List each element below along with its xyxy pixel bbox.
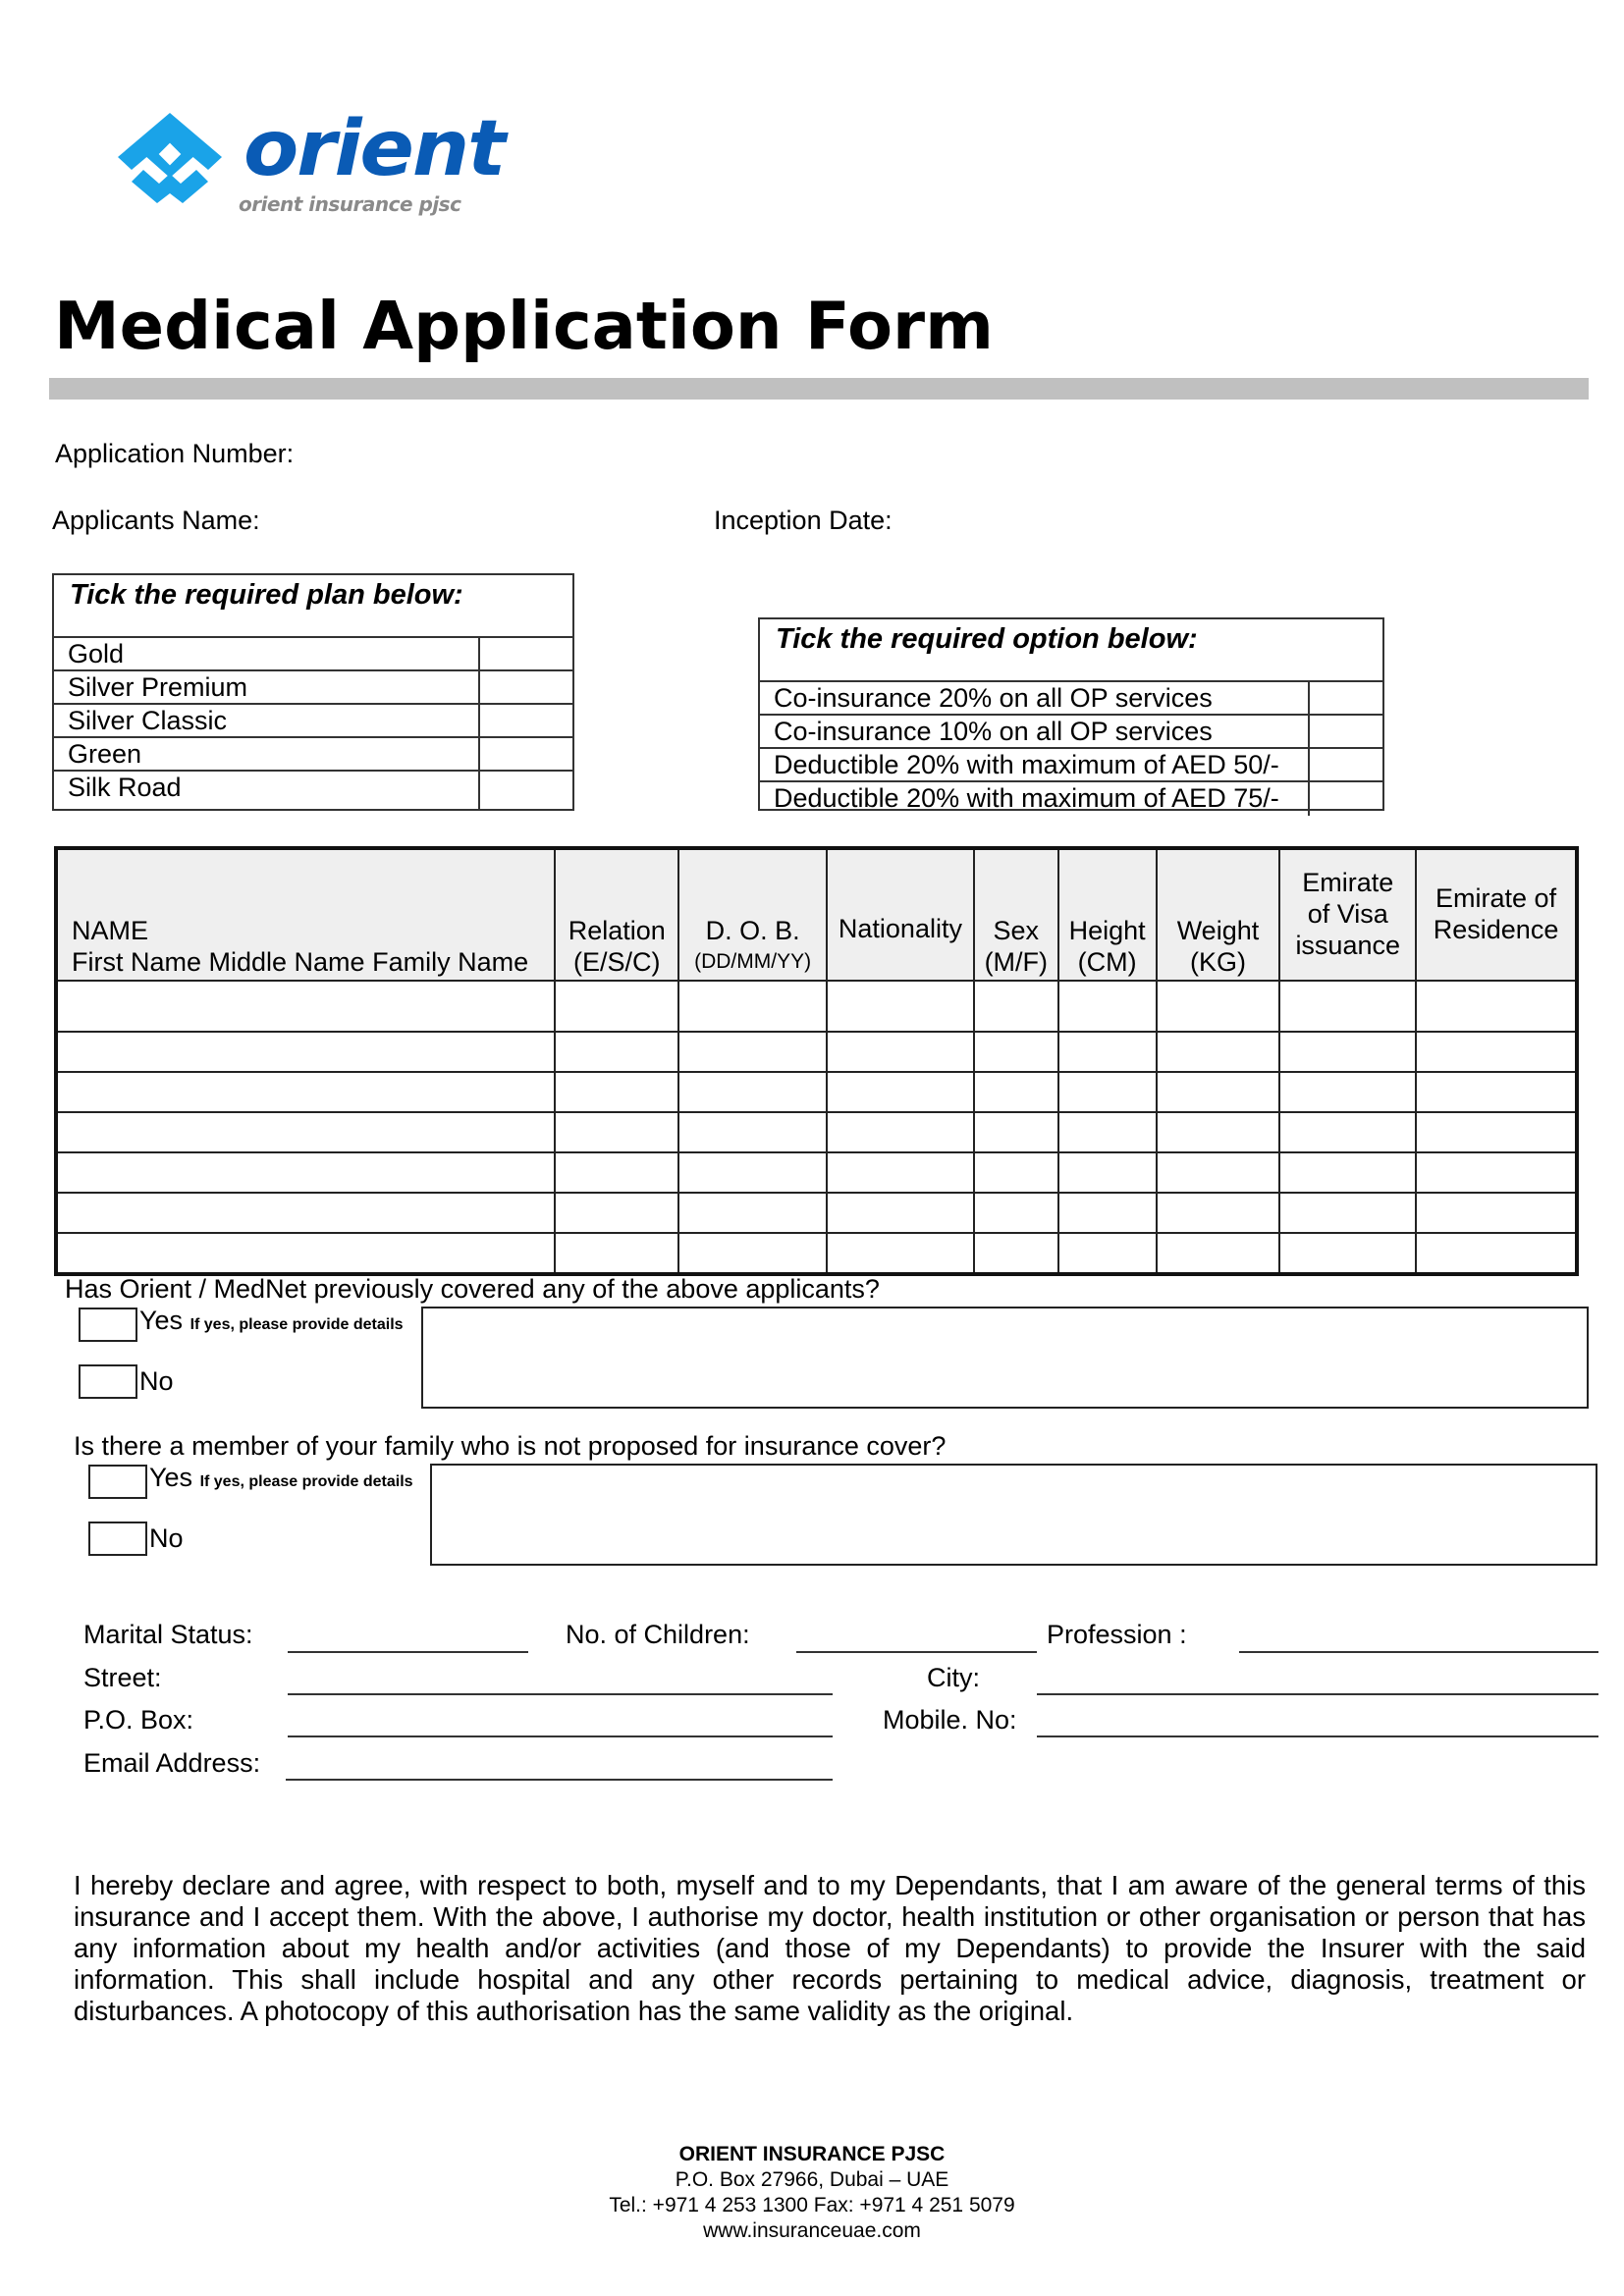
cell-sex[interactable]	[974, 1193, 1058, 1233]
option-box-heading: Tick the required option below:	[760, 619, 1382, 682]
cell-emirate-visa[interactable]	[1279, 1072, 1416, 1112]
coverage-option-label: Co-insurance 20% on all OP services	[760, 682, 1310, 714]
coverage-option-row	[760, 716, 1382, 749]
cell-relation[interactable]	[555, 1072, 678, 1112]
deductible-aed75-checkbox[interactable]	[1310, 782, 1382, 816]
cell-height[interactable]	[1058, 1233, 1157, 1274]
mobile-no-label: Mobile. No:	[883, 1705, 1017, 1735]
question-family-member-not-proposed: Is there a member of your family who is not proposed for insurance cover?	[74, 1431, 947, 1461]
cell-dob[interactable]	[678, 1233, 827, 1274]
footer-address: P.O. Box 27966, Dubai – UAE	[675, 2168, 949, 2191]
footer-website: www.insuranceuae.com	[703, 2219, 921, 2242]
footer	[0, 2142, 1624, 2244]
column-header-sex: Sex (M/F)	[974, 848, 1058, 981]
logo-wordmark: orient	[244, 105, 505, 193]
mobile-no-field[interactable]	[1037, 1735, 1598, 1737]
cell-weight[interactable]	[1157, 1152, 1280, 1193]
street-field[interactable]	[288, 1693, 833, 1695]
plan-gold-checkbox[interactable]	[480, 638, 572, 669]
coverage-option-row	[760, 782, 1382, 816]
question-previous-coverage: Has Orient / MedNet previously covered any of the above applicants?	[65, 1274, 880, 1304]
q1-details-field[interactable]	[421, 1307, 1589, 1409]
cell-name[interactable]	[56, 1032, 555, 1072]
coverage-option-row	[760, 682, 1382, 716]
q1-no-checkbox[interactable]	[79, 1364, 137, 1399]
profession-label: Profession :	[1047, 1620, 1187, 1649]
cell-height[interactable]	[1058, 1032, 1157, 1072]
plan-silver-premium-checkbox[interactable]	[480, 671, 572, 703]
cell-dob[interactable]	[678, 981, 827, 1032]
plan-selection-box	[52, 573, 574, 811]
cell-nationality[interactable]	[827, 981, 974, 1032]
column-header-name: NAME First Name Middle Name Family Name	[56, 848, 555, 981]
plan-option-row	[54, 705, 572, 738]
cell-weight[interactable]	[1157, 1032, 1280, 1072]
plan-option-label: Silk Road	[54, 772, 480, 811]
cell-emirate-visa[interactable]	[1279, 1193, 1416, 1233]
cell-emirate-residence[interactable]	[1416, 1233, 1577, 1274]
cell-dob[interactable]	[678, 1112, 827, 1152]
applicants-table	[54, 846, 1579, 1276]
table-row	[56, 1152, 1577, 1193]
street-label: Street:	[83, 1663, 162, 1692]
cell-nationality[interactable]	[827, 1152, 974, 1193]
applicants-name-label: Applicants Name:	[52, 506, 260, 535]
column-header-nationality: Nationality	[827, 848, 974, 981]
coverage-option-label: Deductible 20% with maximum of AED 50/-	[760, 749, 1310, 780]
column-header-weight: Weight (KG)	[1157, 848, 1280, 981]
cell-weight[interactable]	[1157, 1072, 1280, 1112]
cell-name[interactable]	[56, 1152, 555, 1193]
footer-contact: Tel.: +971 4 253 1300 Fax: +971 4 251 5079	[609, 2194, 1015, 2216]
no-of-children-label: No. of Children:	[566, 1620, 750, 1649]
cell-dob[interactable]	[678, 1152, 827, 1193]
cell-height[interactable]	[1058, 1152, 1157, 1193]
email-address-label: Email Address:	[83, 1748, 261, 1778]
cell-weight[interactable]	[1157, 1112, 1280, 1152]
coverage-option-label: Co-insurance 10% on all OP services	[760, 716, 1310, 747]
table-row	[56, 1193, 1577, 1233]
option-selection-box	[758, 617, 1384, 811]
cell-dob[interactable]	[678, 1193, 827, 1233]
plan-option-label: Green	[54, 738, 480, 770]
q2-yes-label: Yes If yes, please provide details	[149, 1463, 413, 1492]
city-field[interactable]	[1037, 1693, 1598, 1695]
marital-status-label: Marital Status:	[83, 1620, 253, 1649]
column-header-height: Height (CM)	[1058, 848, 1157, 981]
cell-emirate-residence[interactable]	[1416, 1193, 1577, 1233]
cell-name[interactable]	[56, 1193, 555, 1233]
plan-option-label: Gold	[54, 638, 480, 669]
cell-nationality[interactable]	[827, 1072, 974, 1112]
plan-option-label: Silver Classic	[54, 705, 480, 736]
profession-field[interactable]	[1239, 1651, 1598, 1653]
coinsurance-20-checkbox[interactable]	[1310, 682, 1382, 714]
cell-nationality[interactable]	[827, 1112, 974, 1152]
cell-sex[interactable]	[974, 1072, 1058, 1112]
plan-option-row	[54, 772, 572, 811]
cell-height[interactable]	[1058, 1193, 1157, 1233]
page-title: Medical Application Form	[54, 288, 994, 364]
logo-subtitle: orient insurance pjsc	[239, 192, 461, 216]
po-box-label: P.O. Box:	[83, 1705, 194, 1735]
cell-emirate-residence[interactable]	[1416, 1032, 1577, 1072]
email-address-field[interactable]	[286, 1779, 833, 1781]
plan-box-heading: Tick the required plan below:	[54, 575, 572, 638]
inception-date-label: Inception Date:	[714, 506, 893, 535]
q2-yes-checkbox[interactable]	[88, 1465, 147, 1499]
cell-sex[interactable]	[974, 1233, 1058, 1274]
coverage-option-row	[760, 749, 1382, 782]
cell-relation[interactable]	[555, 1193, 678, 1233]
column-header-relation: Relation (E/S/C)	[555, 848, 678, 981]
cell-relation[interactable]	[555, 1112, 678, 1152]
cell-emirate-visa[interactable]	[1279, 1233, 1416, 1274]
column-header-emirate-visa: Emirate of Visa issuance	[1279, 848, 1416, 981]
coinsurance-10-checkbox[interactable]	[1310, 716, 1382, 747]
column-header-dob: D. O. B. (DD/MM/YY)	[678, 848, 827, 981]
orient-logo-icon	[118, 113, 222, 211]
declaration-paragraph: I hereby declare and agree, with respect to both, myself and to my Dependants, that I am aware of the general terms of this insurance and I accept them. With the above, I authorise my doctor, health institution or other organisation or person that has any information about my health and/or activities (and those of my Dependants) to provide the Insurer with the said information. This shall include hospital and any other records pertaining to medical advice, diagnosis, treatment or disturbances. A photocopy of this authorisation has the same validity as the original.	[74, 1870, 1586, 2026]
po-box-field[interactable]	[288, 1735, 833, 1737]
cell-name[interactable]	[56, 981, 555, 1032]
table-row	[56, 1112, 1577, 1152]
plan-option-label: Silver Premium	[54, 671, 480, 703]
cell-height[interactable]	[1058, 981, 1157, 1032]
cell-sex[interactable]	[974, 981, 1058, 1032]
plan-option-row	[54, 738, 572, 772]
deductible-aed50-checkbox[interactable]	[1310, 749, 1382, 780]
cell-emirate-residence[interactable]	[1416, 981, 1577, 1032]
no-of-children-field[interactable]	[796, 1651, 1037, 1653]
footer-company: ORIENT INSURANCE PJSC	[678, 2143, 946, 2165]
cell-emirate-visa[interactable]	[1279, 981, 1416, 1032]
cell-sex[interactable]	[974, 1152, 1058, 1193]
city-label: City:	[927, 1663, 980, 1692]
cell-nationality[interactable]	[827, 1032, 974, 1072]
table-row	[56, 1032, 1577, 1072]
q1-yes-checkbox[interactable]	[79, 1308, 137, 1342]
table-row	[56, 1072, 1577, 1112]
q1-yes-label: Yes If yes, please provide details	[139, 1306, 404, 1335]
cell-height[interactable]	[1058, 1112, 1157, 1152]
cell-weight[interactable]	[1157, 1233, 1280, 1274]
cell-relation[interactable]	[555, 981, 678, 1032]
cell-dob[interactable]	[678, 1032, 827, 1072]
cell-dob[interactable]	[678, 1072, 827, 1112]
plan-option-row	[54, 638, 572, 671]
q2-details-field[interactable]	[430, 1464, 1597, 1566]
q2-no-label: No	[149, 1523, 184, 1553]
column-header-emirate-residence: Emirate of Residence	[1416, 848, 1577, 981]
cell-emirate-residence[interactable]	[1416, 1112, 1577, 1152]
cell-sex[interactable]	[974, 1112, 1058, 1152]
cell-relation[interactable]	[555, 1032, 678, 1072]
marital-status-field[interactable]	[288, 1651, 528, 1653]
q2-no-checkbox[interactable]	[88, 1522, 147, 1556]
table-header-row	[56, 848, 1577, 981]
cell-weight[interactable]	[1157, 1193, 1280, 1233]
cell-emirate-visa[interactable]	[1279, 1112, 1416, 1152]
cell-relation[interactable]	[555, 1233, 678, 1274]
application-number-label: Application Number:	[55, 439, 295, 468]
cell-weight[interactable]	[1157, 981, 1280, 1032]
plan-silk-road-checkbox[interactable]	[480, 772, 572, 811]
title-divider-bar	[49, 378, 1589, 400]
plan-green-checkbox[interactable]	[480, 738, 572, 770]
cell-relation[interactable]	[555, 1152, 678, 1193]
cell-emirate-residence[interactable]	[1416, 1152, 1577, 1193]
cell-nationality[interactable]	[827, 1233, 974, 1274]
cell-height[interactable]	[1058, 1072, 1157, 1112]
cell-emirate-visa[interactable]	[1279, 1152, 1416, 1193]
cell-emirate-visa[interactable]	[1279, 1032, 1416, 1072]
cell-emirate-residence[interactable]	[1416, 1072, 1577, 1112]
cell-sex[interactable]	[974, 1032, 1058, 1072]
plan-option-row	[54, 671, 572, 705]
cell-name[interactable]	[56, 1072, 555, 1112]
plan-silver-classic-checkbox[interactable]	[480, 705, 572, 736]
cell-name[interactable]	[56, 1233, 555, 1274]
q1-no-label: No	[139, 1366, 174, 1396]
coverage-option-label: Deductible 20% with maximum of AED 75/-	[760, 782, 1310, 816]
cell-nationality[interactable]	[827, 1193, 974, 1233]
table-row	[56, 981, 1577, 1032]
cell-name[interactable]	[56, 1112, 555, 1152]
table-row	[56, 1233, 1577, 1274]
